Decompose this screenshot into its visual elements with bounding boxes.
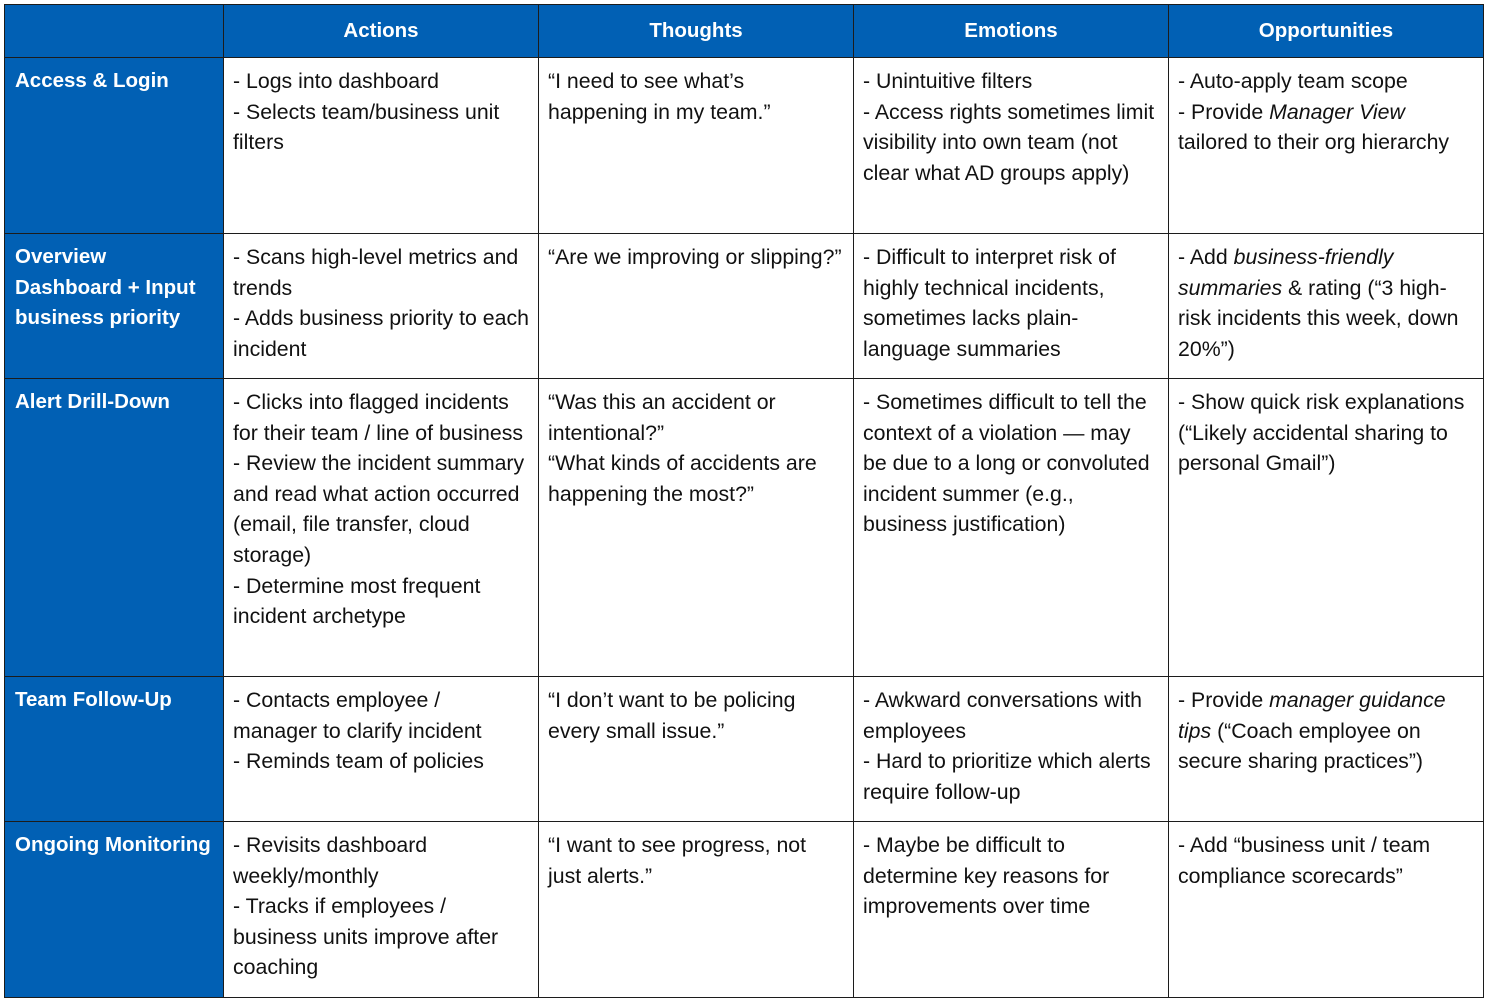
actions-cell (224, 822, 539, 998)
opportunities-cell (1169, 677, 1484, 822)
action-item: - Selects team/business unit filters (233, 99, 500, 155)
emotions-cell (854, 234, 1169, 379)
opportunity-item: - Provide Manager View tailored to their org hierarchy (1178, 99, 1450, 155)
thought-item: “Was this an accident or intentional?” (548, 390, 776, 445)
thought-item: “I don’t want to be policing every small issue.” (548, 688, 796, 743)
opportunities-cell (1169, 58, 1484, 234)
opportunity-item: - Show quick risk explanations (“Likely accidental sharing to personal Gmail”) (1178, 390, 1465, 476)
emotion-item: - Maybe be difficult to determine key reasons for improvements over time (863, 833, 1110, 919)
actions-cell (224, 234, 539, 379)
thoughts-cell (539, 677, 854, 822)
action-item: - Tracks if employees / business units improve after coaching (233, 894, 499, 980)
thoughts-cell (539, 379, 854, 677)
opportunity-item: - Add business-friendly summaries & rating (“3 high-risk incidents this week, down 20%”) (1178, 245, 1459, 361)
thoughts-cell (539, 58, 854, 234)
opportunity-item: - Add “business unit / team compliance scorecards” (1178, 833, 1431, 888)
header-actions: Actions (224, 5, 539, 58)
table-row (5, 822, 1484, 998)
stage-team-follow-up: Team Follow-Up (5, 677, 224, 822)
action-item: - Logs into dashboard (233, 69, 440, 93)
emotion-item: - Awkward conversations with employees (863, 688, 1142, 743)
header-thoughts: Thoughts (539, 5, 854, 58)
emotions-cell (854, 58, 1169, 234)
actions-cell (224, 677, 539, 822)
thought-item: “Are we improving or slipping?” (548, 245, 842, 269)
opportunities-cell (1169, 379, 1484, 677)
action-item: - Determine most frequent incident archetype (233, 573, 481, 629)
opportunities-cell (1169, 822, 1484, 998)
thought-item: “What kinds of accidents are happening the most?” (548, 451, 817, 506)
action-item: - Revisits dashboard weekly/monthly (233, 833, 428, 888)
emotion-item: - Difficult to interpret risk of highly technical incidents, sometimes lacks plain-language summaries (863, 245, 1116, 361)
emotions-cell (854, 379, 1169, 677)
opportunity-item: - Auto-apply team scope (1178, 69, 1408, 93)
header-corner (5, 5, 224, 58)
thoughts-cell (539, 822, 854, 998)
table-row (5, 379, 1484, 677)
action-item: - Review the incident summary and read what action occurred (email, file transfer, cloud storage) (233, 451, 525, 567)
emotions-cell (854, 677, 1169, 822)
action-item: - Clicks into flagged incidents for their team / line of business (233, 390, 524, 445)
action-item: - Adds business priority to each incident (233, 306, 529, 361)
thoughts-cell (539, 234, 854, 379)
table-row (5, 234, 1484, 379)
stage-access-login: Access & Login (5, 58, 224, 234)
actions-cell (224, 58, 539, 234)
header-row (5, 5, 1484, 58)
header-opportunities: Opportunities (1169, 5, 1484, 58)
header-emotions: Emotions (854, 5, 1169, 58)
table-row (5, 677, 1484, 822)
emotions-cell (854, 822, 1169, 998)
opportunities-cell (1169, 234, 1484, 379)
stage-alert-drill-down: Alert Drill-Down (5, 379, 224, 677)
opportunity-item: - Provide manager guidance tips (“Coach employee on secure sharing practices”) (1178, 688, 1446, 774)
stage-overview-dashboard: Overview Dashboard + Input business priority (5, 234, 224, 379)
emotion-item: - Hard to prioritize which alerts require follow-up (863, 749, 1151, 804)
action-item: - Reminds team of policies (233, 749, 484, 774)
stage-ongoing-monitoring: Ongoing Monitoring (5, 822, 224, 998)
action-item: - Scans high-level metrics and trends (233, 245, 519, 300)
thought-item: “I need to see what’s happening in my team.” (548, 69, 771, 124)
emotion-item: - Unintuitive filters (863, 69, 1033, 93)
thought-item: “I want to see progress, not just alerts.” (548, 833, 807, 888)
table-row (5, 58, 1484, 234)
journey-map-table (4, 4, 1484, 998)
actions-cell (224, 379, 539, 677)
emotion-item: - Sometimes difficult to tell the context of a violation — may be due to a long or convoluted incident summer (e.g., business justification) (863, 390, 1150, 537)
emotion-item: - Access rights sometimes limit visibility into own team (not clear what AD groups apply) (863, 99, 1155, 185)
action-item: - Contacts employee / manager to clarify incident (233, 688, 482, 743)
